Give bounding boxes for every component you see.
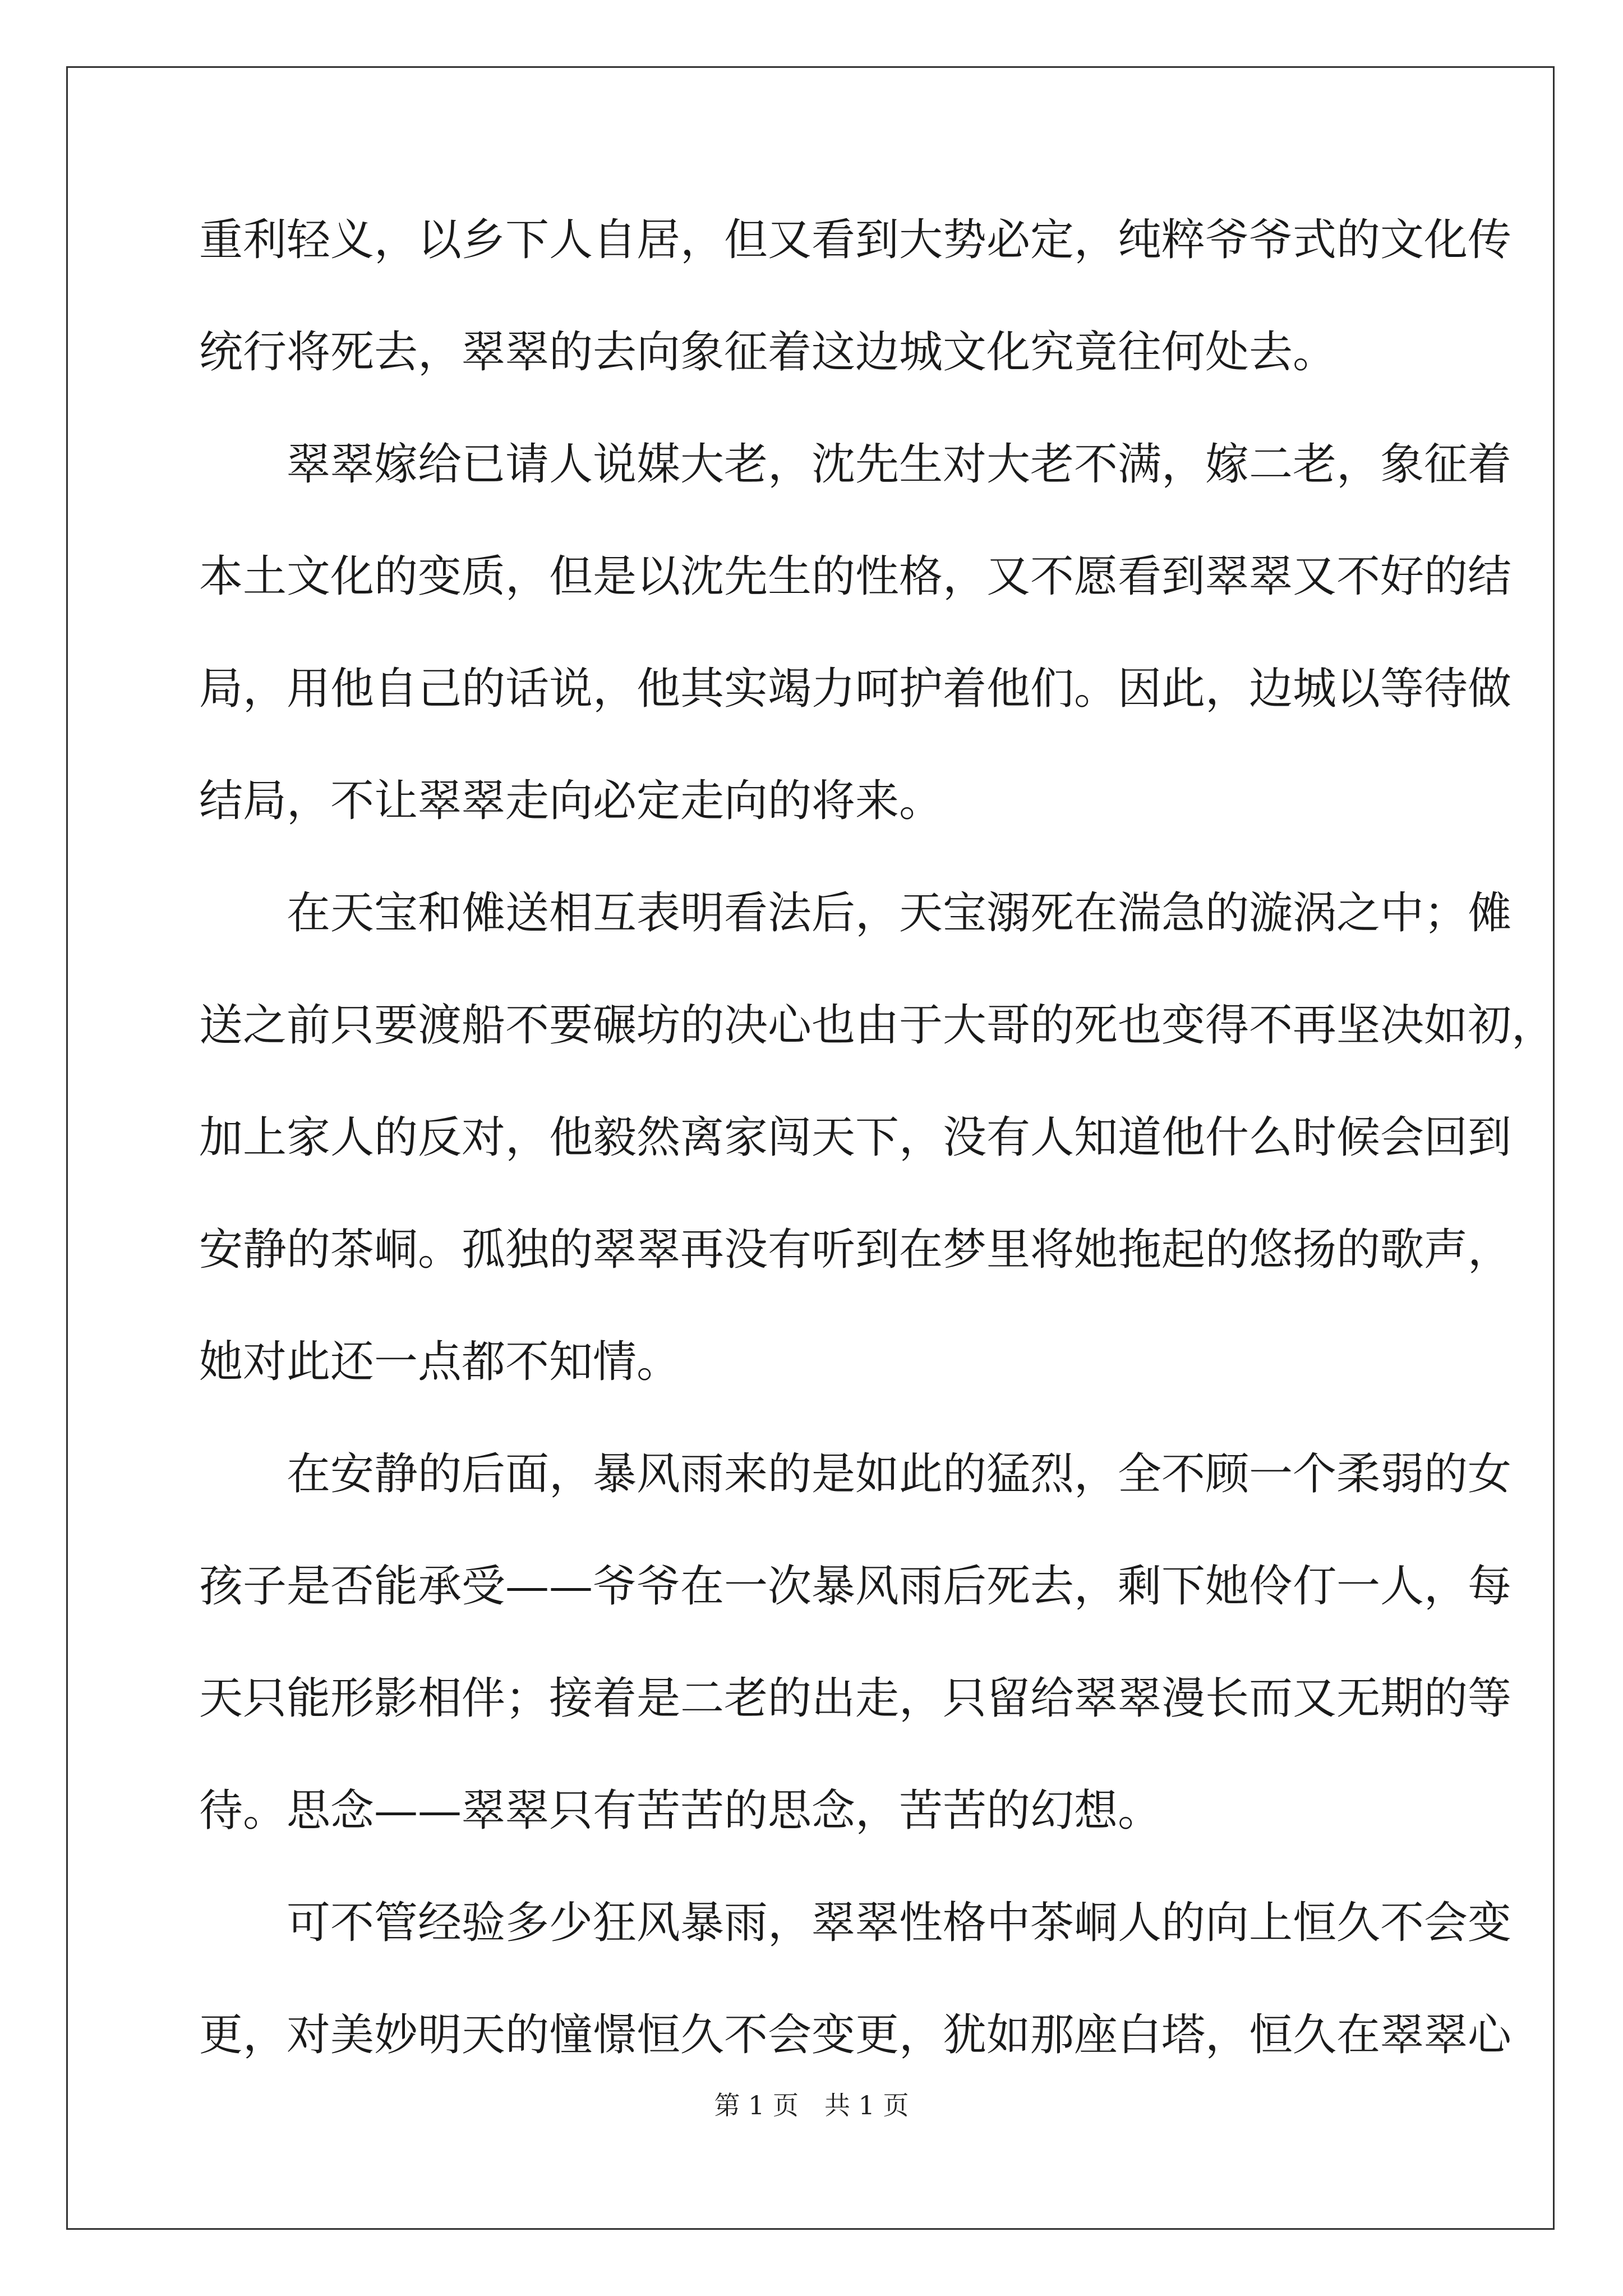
text-line: 可不管经验多少狂风暴雨，翠翠性格中茶峒人的向上恒久不会变 xyxy=(287,1898,1512,1948)
text-line: 统行将死去，翠翠的去向象征着这边城文化究竟往何处去。 xyxy=(199,327,1337,378)
text-line: 天只能形影相伴；接着是二老的出走，只留给翠翠漫长而又无期的等 xyxy=(199,1673,1512,1724)
text-line: 本土文化的变质，但是以沈先生的性格，又不愿看到翠翠又不好的结 xyxy=(199,551,1512,602)
text-line: 更，对美妙明天的憧憬恒久不会变更，犹如那座白塔，恒久在翠翠心 xyxy=(199,2010,1512,2060)
page-number: 第 1 页 xyxy=(714,2090,799,2120)
text-line: 她对此还一点都不知情。 xyxy=(199,1337,681,1387)
text-line: 安静的茶峒。孤独的翠翠再没有听到在梦里将她拖起的悠扬的歌声， xyxy=(199,1225,1512,1275)
text-line: 结局，不让翠翠走向必定走向的将来。 xyxy=(199,776,943,826)
text-line: 送之前只要渡船不要碾坊的决心也由于大哥的死也变得不再坚决如初， xyxy=(199,1000,1556,1051)
text-line: 局，用他自己的话说，他其实竭力呵护着他们。因此，边城以等待做 xyxy=(199,664,1512,714)
page-footer xyxy=(0,2090,1623,2121)
text-line: 孩子是否能承受——爷爷在一次暴风雨后死去，剩下她伶仃一人，每 xyxy=(199,1561,1512,1612)
text-line: 在天宝和傩送相互表明看法后，天宝溺死在湍急的漩涡之中；傩 xyxy=(287,888,1512,938)
page-total: 共 1 页 xyxy=(824,2090,909,2120)
text-line: 加上家人的反对，他毅然离家闯天下，没有人知道他什么时候会回到 xyxy=(199,1112,1512,1163)
document-body xyxy=(199,213,1556,2120)
text-line: 翠翠嫁给已请人说媒大老，沈先生对大老不满，嫁二老，象征着 xyxy=(287,439,1512,490)
text-line: 待。思念——翠翠只有苦苦的思念，苦苦的幻想。 xyxy=(199,1786,1162,1836)
text-line: 在安静的后面，暴风雨来的是如此的猛烈，全不顾一个柔弱的女 xyxy=(287,1449,1512,1499)
text-line: 重利轻义，以乡下人自居，但又看到大势必定，纯粹爷爷式的文化传 xyxy=(199,215,1512,265)
